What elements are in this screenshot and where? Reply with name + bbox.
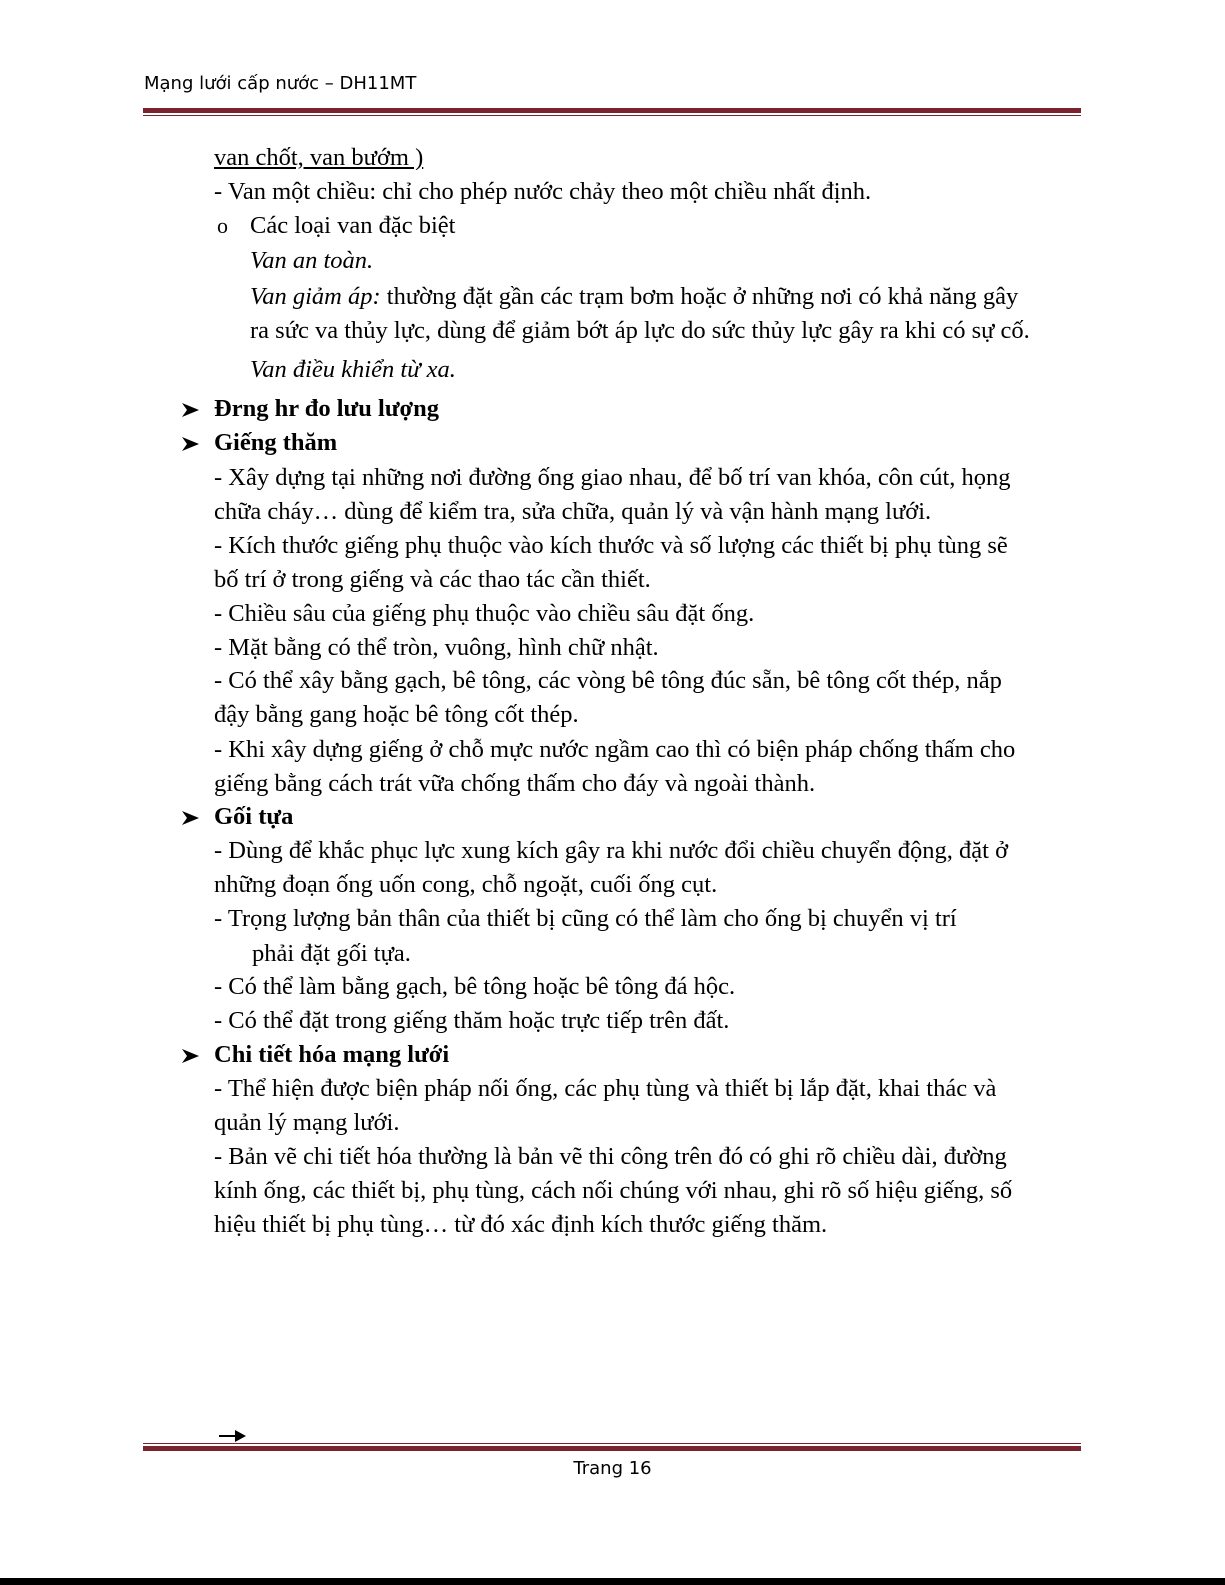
text-line: - Van một chiều: chỉ cho phép nước chảy theo một chiều nhất định. (214, 178, 872, 205)
text-line (250, 282, 1018, 312)
text-line: Van điều khiển từ xa. (250, 356, 456, 383)
section-heading: Giếng thăm (214, 429, 338, 456)
text-line: hiệu thiết bị phụ tùng… từ đó xác định kích thước giếng thăm. (214, 1211, 828, 1238)
text-line: - Thể hiện được biện pháp nối ống, các phụ tùng và thiết bị lắp đặt, khai thác và (214, 1075, 997, 1102)
text-line: quản lý mạng lưới. (214, 1109, 400, 1136)
text-line: - Chiều sâu của giếng phụ thuộc vào chiều sâu đặt ống. (214, 600, 755, 627)
arrow-bullet-icon (181, 394, 201, 424)
arrow-bullet-icon (181, 428, 201, 458)
section-heading: Gối tựa (214, 803, 294, 830)
text-line: phải đặt gối tựa. (252, 940, 411, 967)
text-line: kính ống, các thiết bị, phụ tùng, cách nối chúng với nhau, ghi rõ số hiệu giếng, số (214, 1177, 1013, 1204)
arrow-bullet-icon (181, 1040, 201, 1070)
text-line: ra sức va thủy lực, dùng để giảm bớt áp lực do sức thủy lực gây ra khi có sự cố. (250, 317, 1030, 344)
section-heading: Đrng hr đo lưu lượng (214, 395, 439, 422)
text-line: những đoạn ống uốn cong, chỗ ngoặt, cuối ống cụt. (214, 871, 718, 898)
text-line: Các loại van đặc biệt (250, 212, 456, 239)
text-line: chữa cháy… dùng để kiểm tra, sửa chữa, quản lý và vận hành mạng lưới. (214, 498, 932, 525)
text-line: đậy bằng gang hoặc bê tông cốt thép. (214, 701, 579, 728)
text-line: van chốt, van bướm ) (214, 144, 424, 171)
text-line: - Có thể xây bằng gạch, bê tông, các vòng bê tông đúc sẵn, bê tông cốt thép, nắp (214, 667, 1002, 694)
text-line: - Trọng lượng bản thân của thiết bị cũng có thể làm cho ống bị chuyển vị trí (214, 905, 957, 932)
text-line: - Xây dựng tại những nơi đường ống giao nhau, để bố trí van khóa, côn cút, họng (214, 464, 1011, 491)
text-line: - Có thể đặt trong giếng thăm hoặc trực tiếp trên đất. (214, 1007, 730, 1034)
page-number: Trang 16 (573, 1458, 652, 1479)
circle-bullet: o (217, 213, 228, 238)
page-header-title: Mạng lưới cấp nước – DH11MT (144, 73, 417, 94)
text-line: - Bản vẽ chi tiết hóa thường là bản vẽ thi công trên đó có ghi rõ chiều dài, đường (214, 1143, 1007, 1170)
page-bottom-edge (0, 1578, 1225, 1585)
text-line: - Kích thước giếng phụ thuộc vào kích thước và số lượng các thiết bị phụ tùng sẽ (214, 532, 1008, 559)
text-line: bố trí ở trong giếng và các thao tác cần thiết. (214, 566, 651, 593)
arrow-bullet-icon (181, 802, 201, 832)
text-line: - Mặt bằng có thể tròn, vuông, hình chữ nhật. (214, 634, 659, 661)
section-heading: Chi tiết hóa mạng lưới (214, 1041, 450, 1068)
text-span: thường đặt gần các trạm bơm hoặc ở những nơi có khả năng gây (380, 283, 1019, 310)
text-line: - Có thể làm bằng gạch, bê tông hoặc bê tông đá hộc. (214, 973, 736, 1000)
italic-term: Van giảm áp: (250, 283, 381, 310)
text-line: giếng bằng cách trát vữa chống thấm cho đáy và ngoài thành. (214, 770, 816, 797)
text-line: Van an toàn. (250, 247, 374, 274)
text-line: - Dùng để khắc phục lực xung kích gây ra khi nước đổi chiều chuyển động, đặt ở (214, 837, 1009, 864)
header-divider (143, 108, 1081, 116)
footer-divider (143, 1443, 1081, 1451)
text-line: - Khi xây dựng giếng ở chỗ mực nước ngầm cao thì có biện pháp chống thấm cho (214, 736, 1016, 763)
